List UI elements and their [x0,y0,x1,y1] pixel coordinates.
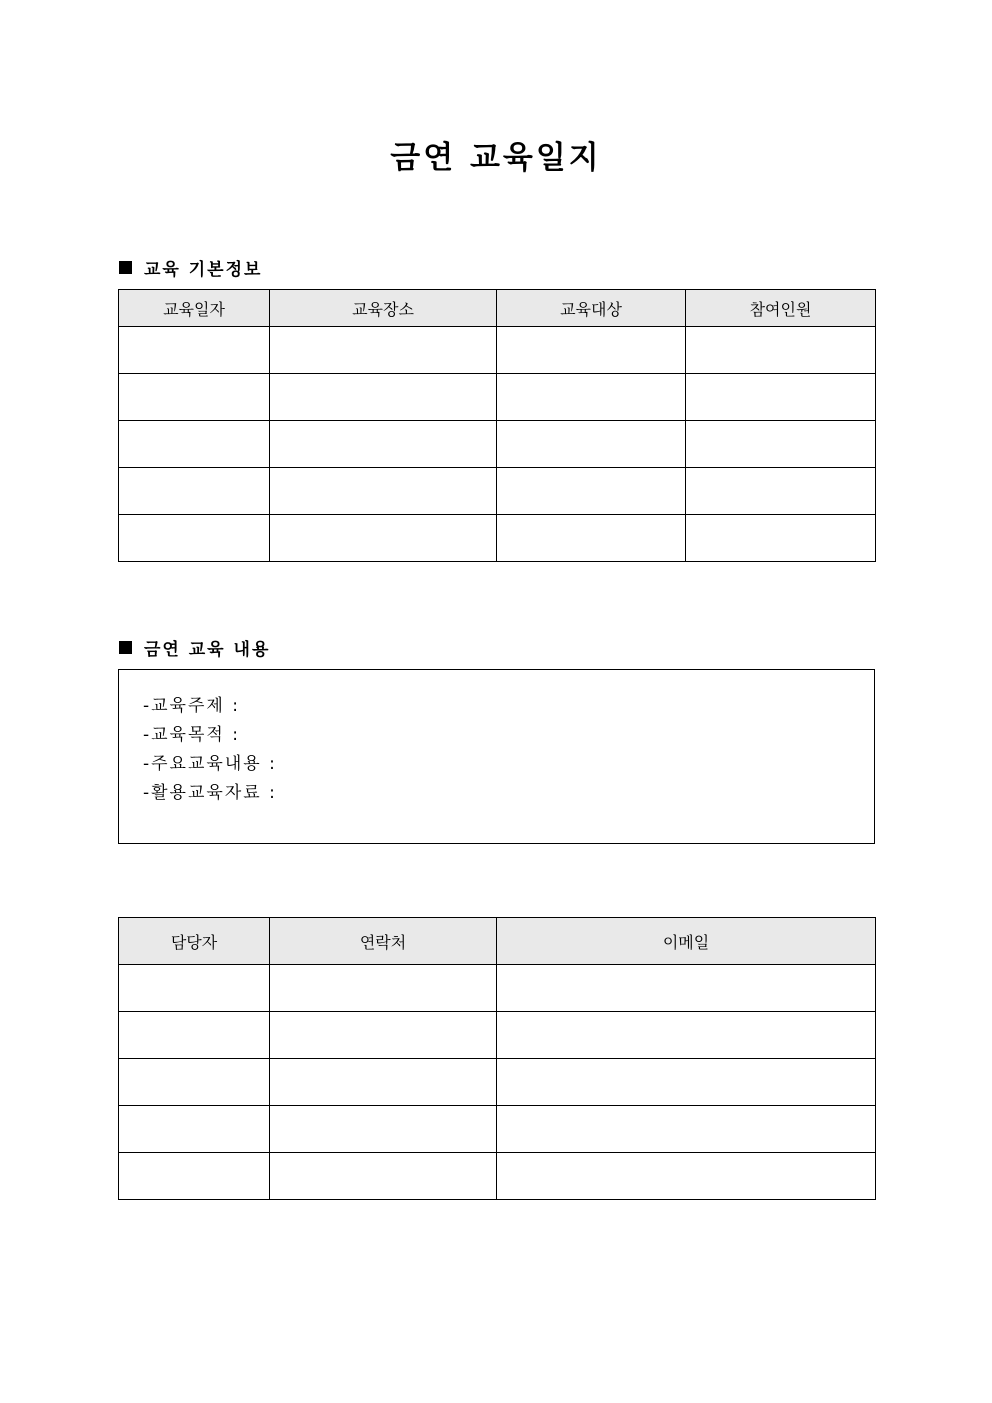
education-date-cell[interactable] [119,421,270,468]
education-place-cell[interactable] [270,515,497,562]
table-row [119,421,876,468]
table-row [119,965,876,1012]
table-row [119,1059,876,1106]
education-target-cell[interactable] [497,327,686,374]
email-cell[interactable] [497,1153,876,1200]
basic-info-table [118,289,876,562]
contact-cell[interactable] [270,965,497,1012]
section-heading-basic-info [119,255,262,280]
education-date-cell[interactable] [119,468,270,515]
education-place-cell[interactable] [270,327,497,374]
table-row [119,374,876,421]
education-place-cell[interactable] [270,421,497,468]
participants-cell[interactable] [686,515,876,562]
header-education-target: 교육대상 [497,290,686,327]
contact-cell[interactable] [270,1153,497,1200]
education-content-box[interactable] [118,669,875,844]
square-bullet-icon [119,261,132,274]
header-participants: 참여인원 [686,290,876,327]
section-heading-label: 금연 교육 내용 [144,640,271,660]
education-target-cell[interactable] [497,515,686,562]
content-line-materials: -활용교육자료 : [143,783,277,803]
table-row [119,1012,876,1059]
table-row [119,327,876,374]
content-line-purpose: -교육목적 : [143,725,240,745]
page-title: 금연 교육일지 [390,140,602,176]
contact-table [118,917,876,1200]
table-row [119,468,876,515]
education-target-cell[interactable] [497,468,686,515]
participants-cell[interactable] [686,374,876,421]
person-in-charge-cell[interactable] [119,965,270,1012]
education-place-cell[interactable] [270,468,497,515]
email-cell[interactable] [497,1012,876,1059]
education-date-cell[interactable] [119,515,270,562]
participants-cell[interactable] [686,468,876,515]
contact-cell[interactable] [270,1106,497,1153]
email-cell[interactable] [497,1106,876,1153]
education-target-cell[interactable] [497,421,686,468]
table-header-row [119,290,876,327]
person-in-charge-cell[interactable] [119,1106,270,1153]
content-line-topic: -교육주제 : [143,696,240,716]
table-row [119,1106,876,1153]
header-email: 이메일 [497,918,876,965]
education-date-cell[interactable] [119,327,270,374]
education-date-cell[interactable] [119,374,270,421]
content-line-main-content: -주요교육내용 : [143,754,277,774]
email-cell[interactable] [497,965,876,1012]
person-in-charge-cell[interactable] [119,1059,270,1106]
header-education-place: 교육장소 [270,290,497,327]
education-target-cell[interactable] [497,374,686,421]
participants-cell[interactable] [686,421,876,468]
header-person-in-charge: 담당자 [119,918,270,965]
education-place-cell[interactable] [270,374,497,421]
table-row [119,1153,876,1200]
table-row [119,515,876,562]
person-in-charge-cell[interactable] [119,1153,270,1200]
header-education-date: 교육일자 [119,290,270,327]
section-heading-label: 교육 기본정보 [144,260,263,280]
participants-cell[interactable] [686,327,876,374]
contact-cell[interactable] [270,1012,497,1059]
person-in-charge-cell[interactable] [119,1012,270,1059]
contact-cell[interactable] [270,1059,497,1106]
section-heading-content [119,635,270,660]
email-cell[interactable] [497,1059,876,1106]
header-contact: 연락처 [270,918,497,965]
table-header-row [119,918,876,965]
square-bullet-icon [119,641,132,654]
